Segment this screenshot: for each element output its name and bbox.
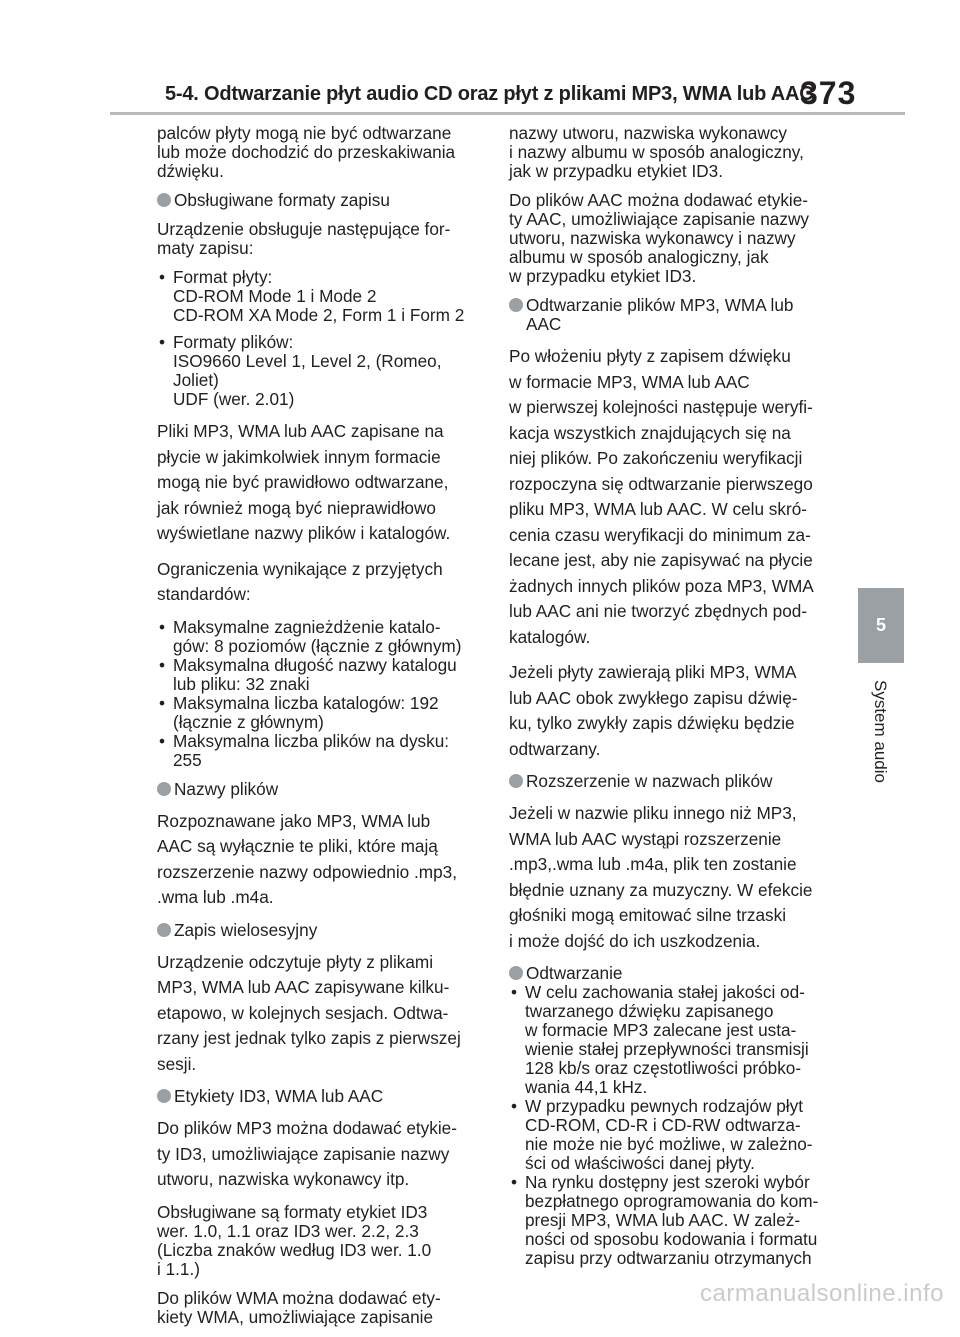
- text-line: w przypadku etykiet ID3.: [509, 266, 697, 286]
- paragraph: [509, 801, 839, 954]
- bullet-icon: •: [159, 692, 166, 713]
- text-line: (Liczba znaków według ID3 wer. 1.0: [157, 1239, 432, 1260]
- text-line: nazwy utworu, nazwiska wykonawcy: [509, 123, 787, 143]
- bullet-dot-icon: [157, 923, 171, 937]
- subheading-text: [526, 296, 839, 334]
- subheading: [157, 921, 487, 940]
- text-line: W celu zachowania stałej jakości od-: [525, 982, 805, 1002]
- text-line: Joliet): [173, 370, 219, 390]
- right-column: [509, 124, 839, 1278]
- text-line: albumu w sposób analogiczny, jak: [509, 247, 769, 267]
- text-line: Jeżeli płyty zawierają pliki MP3, WMA: [509, 662, 797, 682]
- text-line: i 1.1.): [157, 1258, 200, 1279]
- text-line: (łącznie z głównym): [173, 711, 324, 732]
- text-line: gów: 8 poziomów (łącznie z głównym): [173, 635, 462, 656]
- paragraph: [157, 1116, 487, 1193]
- text-line: W przypadku pewnych rodzajów płyt: [525, 1096, 803, 1116]
- text-line: lub pliku: 32 znaki: [173, 673, 310, 694]
- text-line: Obsługiwane są formaty etykiet ID3: [157, 1201, 428, 1222]
- text-line: lub AAC obok zwykłego zapisu dźwię-: [509, 687, 798, 708]
- text-line: .mp3,.wma lub .m4a, plik ten zostanie: [509, 854, 797, 874]
- text-line: w pierwszej kolejności następuje weryfi-: [509, 397, 813, 417]
- chapter-label-text: System audio: [871, 680, 890, 783]
- text-line: AAC: [526, 314, 562, 334]
- subheading-text: Odtwarzanie: [526, 963, 623, 983]
- text-line: lub AAC ani nie tworzyć zbędnych pod-: [509, 601, 808, 621]
- paragraph: [509, 344, 839, 650]
- paragraph: [509, 124, 839, 181]
- text-line: błędnie uznany za muzyczny. W efekcie: [509, 879, 813, 900]
- text-line: utworu, nazwiska wykonawcy i nazwy: [509, 228, 796, 248]
- bullet-icon: •: [511, 1096, 518, 1116]
- page-number: 373: [800, 75, 857, 111]
- text-line: i nazwy albumu w sposób analogiczny,: [509, 142, 804, 162]
- text-line: kiety WMA, umożliwiające zapisanie: [157, 1306, 434, 1327]
- text-line: płycie w jakimkolwiek innym formacie: [157, 446, 441, 467]
- list-item: [157, 268, 487, 325]
- subheading: [509, 964, 839, 983]
- text-line: UDF (wer. 2.01): [173, 389, 295, 409]
- text-line: Do plików AAC można dodawać etykie-: [509, 190, 809, 210]
- text-line: utworu, nazwiska wykonawcy itp.: [157, 1169, 410, 1189]
- text-line: katalogów.: [509, 626, 591, 647]
- text-line: lecane jest, aby nie zapisywać na płycie: [509, 550, 813, 570]
- text-line: wienie stałej przepływności transmisji: [525, 1039, 809, 1059]
- text-line: CD-ROM XA Mode 2, Form 1 i Form 2: [173, 305, 465, 325]
- text-line: rzany jest jednak tylko zapis z pierwszej: [157, 1028, 461, 1048]
- subheading: [157, 1087, 487, 1106]
- text-line: niej plików. Po zakończeniu weryfikacji: [509, 448, 803, 468]
- text-line: ty AAC, umożliwiające zapisanie nazwy: [509, 209, 809, 229]
- text-line: pliku MP3, WMA lub AAC. W celu skró-: [509, 499, 807, 519]
- text-line: 255: [173, 749, 202, 770]
- text-line: lub może dochodzić do przeskakiwania: [157, 142, 456, 162]
- list-item: [157, 656, 487, 694]
- text-line: kacja wszystkich znajdujących się na: [509, 422, 791, 443]
- text-line: Ograniczenia wynikające z przyjętych: [157, 558, 443, 579]
- text-line: ku, tylko zwykły zapis dźwięku będzie: [509, 713, 795, 733]
- text-line: Rozpoznawane jako MP3, WMA lub: [157, 810, 431, 831]
- bullet-icon: •: [511, 982, 518, 1002]
- text-line: Maksymalna liczba plików na dysku:: [173, 730, 450, 751]
- paragraph: [157, 419, 487, 547]
- bullet-list: [509, 983, 839, 1268]
- subheading-text: Nazwy plików: [174, 778, 279, 799]
- subheading-text: Rozszerzenie w nazwach plików: [526, 771, 773, 791]
- paragraph: [509, 191, 839, 286]
- text-line: palców płyty mogą nie być odtwarzane: [157, 123, 452, 143]
- text-line: 128 kb/s oraz częstotliwości próbko-: [525, 1058, 802, 1078]
- text-line: rozszerzenie nazwy odpowiednio .mp3,: [157, 861, 457, 882]
- subheading: [157, 191, 487, 210]
- bullet-icon: •: [511, 1172, 518, 1192]
- text-line: Po włożeniu płyty z zapisem dźwięku: [509, 346, 791, 366]
- list-item: [157, 694, 487, 732]
- bullet-dot-icon: [509, 774, 523, 788]
- list-item: [157, 618, 487, 656]
- text-line: Urządzenie odczytuje płyty z plikami: [157, 951, 434, 972]
- bullet-dot-icon: [157, 193, 171, 207]
- bullet-dot-icon: [157, 1089, 171, 1103]
- subheading: [509, 296, 839, 334]
- text-line: bezpłatnego oprogramowania do kom-: [525, 1191, 819, 1211]
- subheading: [509, 772, 839, 791]
- paragraph: [157, 1203, 487, 1279]
- bullet-icon: •: [159, 730, 166, 751]
- page-header: [0, 0, 960, 120]
- paragraph: [157, 557, 487, 608]
- text-line: ści od właściwości danej płyty.: [525, 1153, 755, 1173]
- text-line: CD-ROM, CD-R i CD-RW odtwarza-: [525, 1115, 801, 1135]
- left-column: [157, 124, 487, 1337]
- subheading: [157, 780, 487, 799]
- list-item: [157, 333, 487, 409]
- subheading-text: Etykiety ID3, WMA lub AAC: [174, 1086, 384, 1106]
- text-line: w formacie MP3, WMA lub AAC: [509, 371, 750, 392]
- text-line: etapowo, w kolejnych sesjach. Odtwa-: [157, 1002, 449, 1023]
- text-line: mogą nie być prawidłowo odtwarzane,: [157, 472, 449, 492]
- text-line: w formacie MP3 zalecane jest usta-: [525, 1020, 797, 1040]
- text-line: zapisu przy odtwarzaniu otrzymanych: [525, 1248, 812, 1268]
- text-line: Maksymalne zagnieżdżenie katalo-: [173, 616, 441, 637]
- list-item: [157, 732, 487, 770]
- text-line: ty ID3, umożliwiające zapisanie nazwy: [157, 1143, 450, 1164]
- text-line: Pliki MP3, WMA lub AAC zapisane na: [157, 421, 444, 441]
- text-line: ISO9660 Level 1, Level 2, (Romeo,: [173, 351, 442, 371]
- section-title: 5-4. Odtwarzanie płyt audio CD oraz płyt z plikami MP3, WMA lub AAC: [165, 83, 814, 105]
- chapter-tab[interactable]: 5: [858, 588, 904, 663]
- text-line: i może dojść do ich uszkodzenia.: [509, 930, 761, 951]
- bullet-icon: •: [159, 267, 166, 287]
- text-line: cenia czasu weryfikacji do minimum za-: [509, 524, 811, 545]
- text-line: WMA lub AAC wystąpi rozszerzenie: [509, 828, 782, 849]
- paragraph: [157, 809, 487, 911]
- bullet-list: [157, 268, 487, 409]
- text-line: jak w przypadku etykiet ID3.: [509, 161, 723, 181]
- bullet-icon: •: [159, 332, 166, 352]
- header-rule: [110, 112, 905, 115]
- text-line: MP3, WMA lub AAC zapisywane kilku-: [157, 977, 450, 997]
- text-line: dźwięku.: [157, 161, 224, 181]
- text-line: presji MP3, WMA lub AAC. W zależ-: [525, 1210, 801, 1230]
- text-line: Do plików WMA można dodawać ety-: [157, 1287, 441, 1308]
- list-item: [509, 983, 839, 1097]
- text-line: maty zapisu:: [157, 238, 254, 258]
- bullet-dot-icon: [157, 782, 171, 796]
- text-line: Do plików MP3 można dodawać etykie-: [157, 1118, 457, 1138]
- text-line: Formaty plików:: [173, 332, 294, 352]
- text-line: wyświetlane nazwy plików i katalogów.: [157, 523, 451, 543]
- bullet-dot-icon: [509, 298, 523, 312]
- text-line: Urządzenie obsługuje następujące for-: [157, 219, 451, 239]
- text-line: AAC są wyłącznie te pliki, które mają: [157, 836, 438, 856]
- text-line: Odtwarzanie plików MP3, WMA lub: [526, 295, 794, 315]
- bullet-list: [157, 618, 487, 770]
- text-line: wer. 1.0, 1.1 oraz ID3 wer. 2.2, 2.3: [157, 1220, 419, 1241]
- text-line: rozpoczyna się odtwarzanie pierwszego: [509, 473, 813, 494]
- text-line: .wma lub .m4a.: [157, 887, 274, 907]
- paragraph: [157, 1289, 487, 1327]
- text-line: jak również mogą być nieprawidłowo: [157, 497, 436, 518]
- text-line: Na rynku dostępny jest szeroki wybór: [525, 1172, 810, 1192]
- list-item: [509, 1173, 839, 1268]
- paragraph: [157, 124, 487, 181]
- bullet-icon: •: [159, 616, 166, 637]
- text-line: nie może nie być możliwe, w zależno-: [525, 1134, 813, 1154]
- text-line: głośniki mogą emitować silne trzaski: [509, 905, 787, 925]
- text-line: Maksymalna długość nazwy katalogu: [173, 654, 457, 675]
- text-line: twarzanego dźwięku zapisanego: [525, 1001, 774, 1021]
- text-line: Maksymalna liczba katalogów: 192: [173, 692, 439, 713]
- text-line: Jeżeli w nazwie pliku innego niż MP3,: [509, 803, 797, 823]
- text-line: sesji.: [157, 1053, 197, 1074]
- paragraph: [509, 660, 839, 762]
- text-line: Format płyty:: [173, 267, 273, 287]
- text-line: odtwarzany.: [509, 738, 601, 759]
- list-item: [509, 1097, 839, 1173]
- paragraph: [157, 220, 487, 258]
- text-line: ności od sposobu kodowania i formatu: [525, 1229, 818, 1249]
- subheading-text: Zapis wielosesyjny: [174, 919, 318, 940]
- text-line: standardów:: [157, 584, 251, 604]
- bullet-icon: •: [159, 654, 166, 675]
- paragraph: [157, 950, 487, 1078]
- text-line: żadnych innych plików poza MP3, WMA: [509, 575, 814, 596]
- bullet-dot-icon: [509, 966, 523, 980]
- text-line: wania 44,1 kHz.: [525, 1077, 648, 1097]
- subheading-text: Obsługiwane formaty zapisu: [174, 190, 390, 210]
- text-line: CD-ROM Mode 1 i Mode 2: [173, 286, 377, 306]
- chapter-label: [870, 680, 894, 800]
- watermark: carmanualsonline.info: [700, 1280, 944, 1307]
